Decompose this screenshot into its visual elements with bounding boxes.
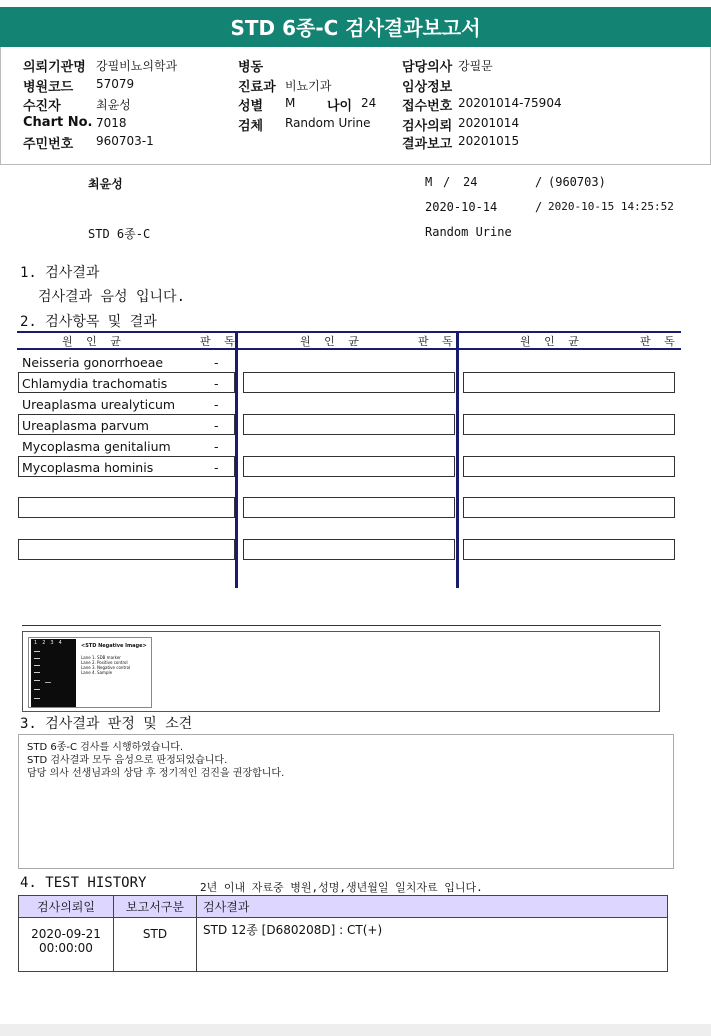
lane-number: 4 [58, 640, 67, 646]
separator: / [443, 175, 451, 189]
column-header-pathogen: 원 인 균 [300, 335, 364, 348]
item-name: Chlamydia trachomatis [22, 376, 168, 391]
header-label: 담당의사 [402, 60, 453, 75]
header-value: 최윤성 [96, 98, 131, 112]
header-label: 수진자 [23, 99, 61, 114]
header-value: 비뇨기과 [285, 79, 332, 93]
header-value: 강필문 [458, 59, 493, 73]
gel-legend-item: Lane 1. SDB marker [81, 655, 121, 660]
item-result: - [214, 397, 219, 412]
gel-image-panel [28, 637, 152, 708]
history-time: 00:00:00 [39, 941, 93, 955]
column-header-result: 판 독 [200, 335, 240, 348]
column-header-result: 판 독 [418, 335, 458, 348]
empty-row-box [243, 456, 455, 477]
section2-title: 2. 검사항목 및 결과 [20, 314, 157, 330]
lane-number: 3 [50, 640, 59, 646]
header-value: 강필비뇨의학과 [96, 59, 178, 73]
empty-row-box [243, 414, 455, 435]
column-divider [456, 331, 459, 588]
header-label: 성별 [238, 99, 264, 114]
separator: / [535, 175, 543, 189]
empty-row-box [463, 497, 675, 518]
separator: / [535, 200, 543, 214]
gel-legend-item: Lane 2. Positive control [81, 660, 128, 665]
gel-legend-item: Lane 4. Sample [81, 670, 113, 675]
request-date: 2020-10-14 [425, 200, 498, 214]
gel-legend-item: Lane 3. Negative control [81, 665, 131, 670]
item-result: - [214, 418, 219, 433]
header-label: 검체 [238, 119, 264, 134]
header-label: 임상정보 [402, 80, 453, 95]
header-value: 20201015 [458, 134, 520, 148]
empty-row-box [243, 539, 455, 560]
header-value: 20201014-75904 [458, 96, 562, 110]
gel-electrophoresis-image [31, 639, 76, 707]
page-bottom-strip [0, 1024, 711, 1036]
item-name: Mycoplasma genitalium [22, 439, 171, 454]
patient-birth: (960703) [548, 175, 606, 189]
empty-row-box [18, 497, 235, 518]
history-date-cell [19, 918, 114, 972]
report-datetime: 2020-10-15 14:25:52 [548, 200, 674, 213]
gel-image-title: <STD Negative Image> [81, 643, 147, 649]
header-value: M [285, 96, 296, 110]
header-label: 결과보고 [402, 137, 453, 152]
column-divider [235, 331, 238, 588]
lane-number: 2 [42, 640, 51, 646]
header-value: 57079 [96, 77, 135, 91]
section1-title: 1. 검사결과 [20, 265, 100, 281]
patient-name: 최윤성 [88, 177, 123, 191]
opinion-box [18, 734, 674, 869]
header-label: 병동 [238, 60, 264, 75]
item-result: - [214, 376, 219, 391]
item-name: Ureaplasma parvum [22, 418, 149, 433]
header-label: 병원코드 [23, 80, 74, 95]
header-label: 접수번호 [402, 99, 453, 114]
opinion-line: STD 검사결과 모두 음성으로 판정되었습니다. [27, 755, 228, 766]
history-type: STD [114, 918, 197, 972]
opinion-line: 담당 의사 선생님과의 상담 후 정기적인 검진을 권장합니다. [27, 768, 285, 779]
column-header-result: 판 독 [640, 335, 680, 348]
header-label: 검사의뢰 [402, 119, 453, 134]
section1-summary: 검사결과 음성 입니다. [38, 289, 186, 305]
history-date: 2020-09-21 [31, 927, 101, 941]
patient-age: 24 [463, 175, 478, 189]
table-row [19, 918, 668, 972]
header-label: Chart No. [23, 115, 93, 130]
empty-row-box [463, 372, 675, 393]
empty-row-box [18, 539, 235, 560]
header-value: Random Urine [285, 116, 371, 130]
age-value: 24 [361, 96, 377, 110]
history-table [18, 895, 668, 972]
report-title: STD 6종-C 검사결과보고서 [0, 7, 711, 47]
specimen-type: Random Urine [425, 225, 512, 239]
empty-row-box [243, 372, 455, 393]
history-result: STD 12종 [D680208D] : CT(+) [197, 918, 668, 972]
divider-line [22, 625, 661, 626]
patient-sex: M [425, 175, 433, 189]
item-name: Ureaplasma urealyticum [22, 397, 176, 412]
empty-row-box [463, 539, 675, 560]
header-label: 주민번호 [23, 137, 74, 152]
history-header-result: 검사결과 [197, 896, 668, 918]
header-label: 진료과 [238, 80, 276, 95]
gel-legend [81, 655, 130, 675]
column-header-pathogen: 원 인 균 [520, 335, 584, 348]
item-result: - [214, 439, 219, 454]
section3-title: 3. 검사결과 판정 및 소견 [20, 716, 193, 732]
empty-row-box [463, 456, 675, 477]
header-label: 의뢰기관명 [23, 60, 86, 75]
age-label: 나이 [327, 99, 353, 114]
lane-number: 1 [34, 640, 43, 646]
history-note: 2년 이내 자료중 병원,성명,생년월일 일치자료 입니다. [200, 881, 483, 894]
empty-row-box [463, 414, 675, 435]
column-header-pathogen: 원 인 균 [62, 335, 126, 348]
history-header-type: 보고서구분 [114, 896, 197, 918]
header-value: 20201014 [458, 116, 520, 130]
header-value: 960703-1 [96, 134, 154, 148]
opinion-line: STD 6종-C 검사를 시행하였습니다. [27, 742, 184, 753]
item-result: - [214, 460, 219, 475]
item-result: - [214, 355, 219, 370]
item-name: Mycoplasma hominis [22, 460, 154, 475]
history-header-date: 검사의뢰일 [19, 896, 114, 918]
test-name: STD 6종-C [88, 227, 151, 241]
section4-title: 4. TEST HISTORY [20, 875, 147, 891]
item-name: Neisseria gonorrhoeae [22, 355, 164, 370]
header-value: 7018 [96, 116, 127, 130]
empty-row-box [243, 497, 455, 518]
